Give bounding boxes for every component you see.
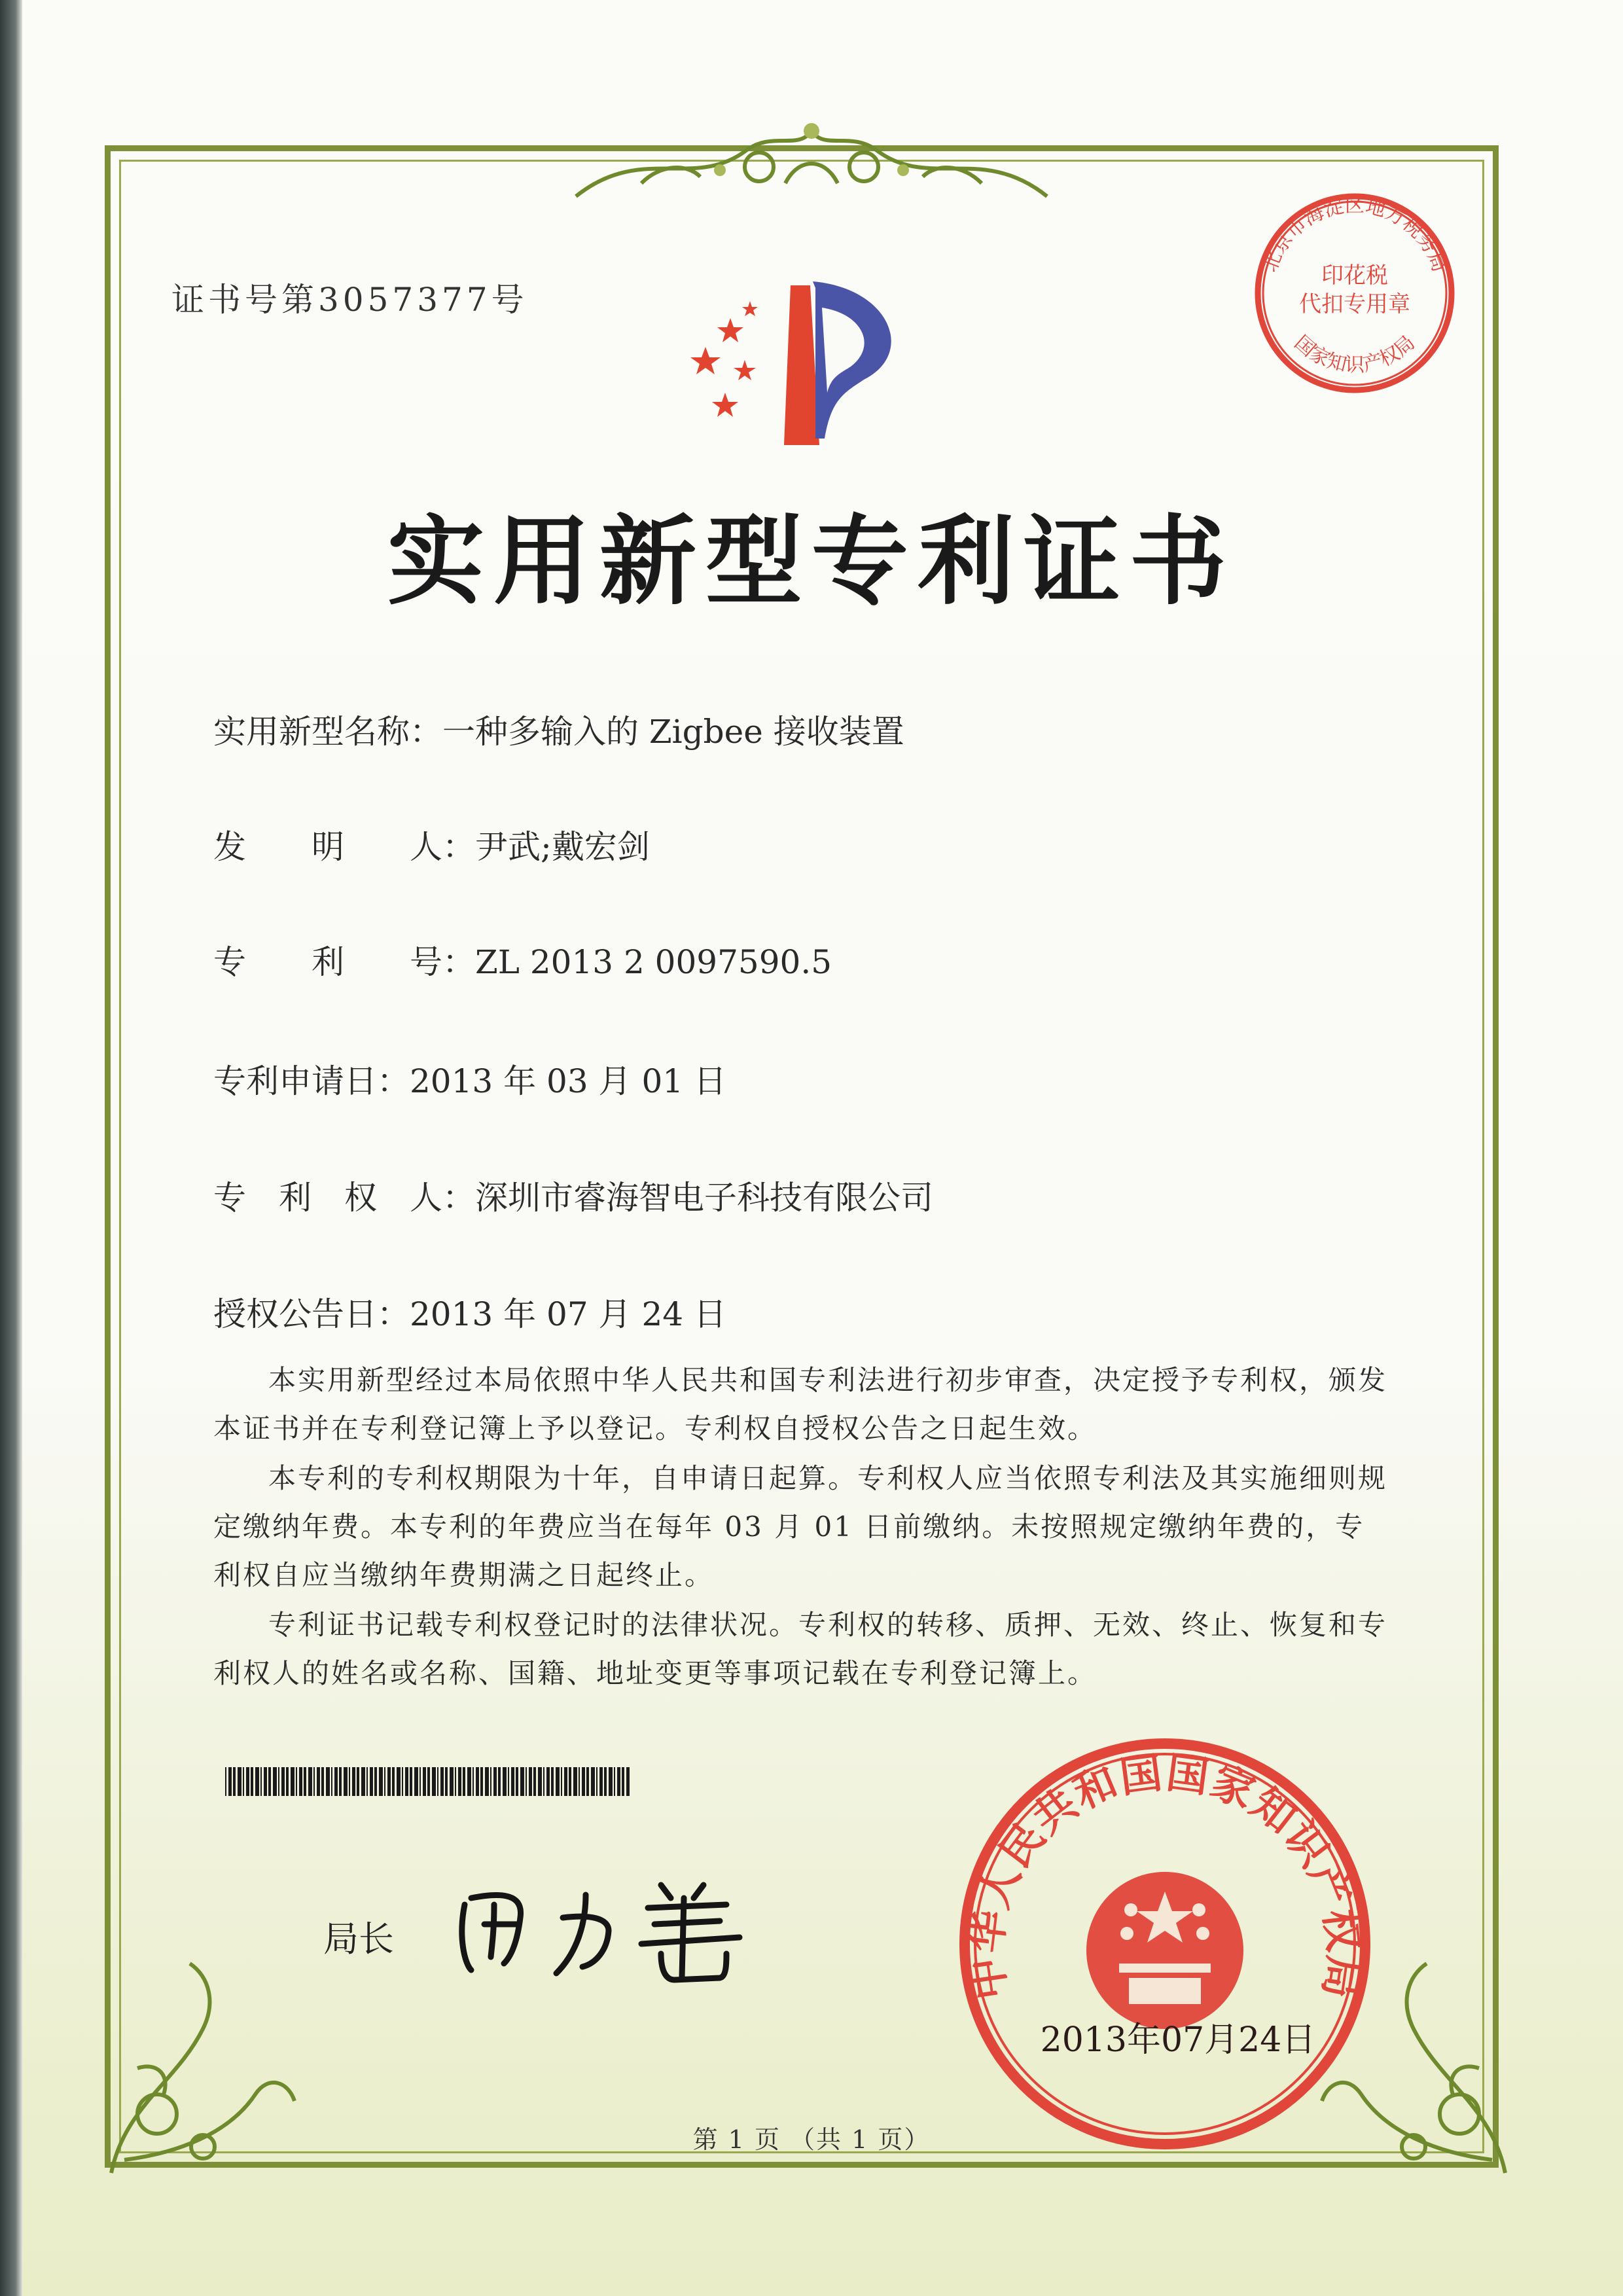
field-application-date <box>213 1055 726 1102</box>
barcode-bar <box>485 1767 489 1796</box>
field-label: 专利申请日： <box>213 1062 410 1100</box>
barcode-bar <box>582 1767 585 1796</box>
barcode-bar <box>503 1767 507 1796</box>
barcode-bar <box>626 1767 630 1796</box>
barcode-bar <box>278 1767 279 1796</box>
barcode-bar <box>410 1767 412 1796</box>
barcode-bar <box>366 1767 368 1796</box>
tax-stamp-seal <box>1251 190 1458 397</box>
barcode-bar <box>569 1767 571 1796</box>
barcode-bar <box>228 1767 232 1796</box>
barcode-bar <box>579 1767 580 1796</box>
field-label: 专 利 权 人： <box>213 1179 475 1217</box>
barcode-bar <box>238 1767 241 1796</box>
barcode-bar <box>334 1767 338 1796</box>
barcode-bar <box>387 1767 391 1796</box>
field-utility-model-name <box>213 706 904 753</box>
director-label: 局长 <box>323 1918 394 1960</box>
field-value: 一种多输入的 Zigbee 接收装置 <box>442 713 904 751</box>
barcode-bar <box>490 1767 491 1796</box>
barcode-bar <box>313 1767 315 1796</box>
barcode-bar <box>281 1767 285 1796</box>
barcode-bar <box>273 1767 277 1796</box>
barcode-bar <box>414 1767 418 1796</box>
barcode-bar <box>622 1767 624 1796</box>
barcode-bar <box>349 1767 350 1796</box>
body-paragraph: 本专利的专利权期限为十年，自申请日起算。专利权人应当依照专利法及其实施细则规定缴纳年费。本专利的年费应当在每年 03 月 01 日前缴纳。未按照规定缴纳年费的，专利权自应当缴纳年费期满之日起终止。 <box>213 1462 1388 1591</box>
svg-text:印花税: 印花税 <box>1321 262 1388 289</box>
barcode-bar <box>352 1767 355 1796</box>
field-value: 尹武;戴宏剑 <box>475 828 650 866</box>
barcode-bar <box>480 1767 483 1796</box>
barcode-bar <box>339 1767 342 1796</box>
barcode-bar <box>326 1767 330 1796</box>
barcode-bar <box>357 1767 359 1796</box>
barcode-bar <box>455 1767 456 1796</box>
barcode-bar <box>440 1767 444 1796</box>
barcode-bar <box>246 1767 249 1796</box>
field-value: 2013 年 03 月 01 日 <box>410 1062 726 1100</box>
barcode-bar <box>361 1767 365 1796</box>
certificate-number: 证书号第3057377号 <box>171 281 528 319</box>
field-grant-date <box>213 1288 726 1335</box>
barcode-bar <box>260 1767 262 1796</box>
barcode-bar <box>432 1767 436 1796</box>
director-signature <box>445 1859 785 1990</box>
field-label: 授权公告日： <box>213 1295 410 1333</box>
barcode-bar <box>291 1767 294 1796</box>
body-paragraph: 本实用新型经过本局依照中华人民共和国专利法进行初步审查，决定授予专利权，颁发本证书并在专利登记簿上予以登记。专利权自授权公告之日起生效。 <box>213 1364 1388 1444</box>
barcode-bar <box>546 1767 550 1796</box>
barcode-bar <box>423 1767 426 1796</box>
scan-edge <box>0 0 22 2296</box>
barcode-bar <box>374 1767 377 1796</box>
barcode-bar <box>419 1767 421 1796</box>
barcode-bar <box>556 1767 560 1796</box>
barcode-bar <box>467 1767 471 1796</box>
svg-text:国家知识产权局: 国家知识产权局 <box>1289 331 1420 377</box>
field-value: 深圳市睿海智电子科技有限公司 <box>475 1179 933 1217</box>
barcode-bar <box>614 1767 615 1796</box>
field-value: ZL 2013 2 0097590.5 <box>475 943 832 981</box>
barcode-bar <box>445 1767 448 1796</box>
barcode-bar <box>286 1767 289 1796</box>
barcode-bar <box>561 1767 562 1796</box>
barcode-bar <box>308 1767 312 1796</box>
page-number: 第 1 页 （共 1 页） <box>692 2125 931 2154</box>
barcode <box>225 1767 630 1796</box>
cnipa-emblem-logo <box>668 262 942 458</box>
barcode-bar <box>473 1767 474 1796</box>
barcode-bar <box>526 1767 527 1796</box>
field-patentee <box>213 1172 933 1219</box>
field-value: 2013 年 07 月 24 日 <box>410 1295 726 1333</box>
barcode-bar <box>427 1767 430 1796</box>
barcode-bar <box>617 1767 620 1796</box>
barcode-bar <box>609 1767 613 1796</box>
barcode-bar <box>599 1767 603 1796</box>
barcode-bar <box>392 1767 395 1796</box>
barcode-bar <box>538 1767 542 1796</box>
body-paragraph: 专利证书记载专利权登记时的法律状况。专利权的转移、质押、无效、终止、恢复和专利权人的姓名或名称、国籍、地址变更等事项记载在专利登记簿上。 <box>213 1609 1388 1689</box>
barcode-bar <box>370 1767 373 1796</box>
barcode-bar <box>251 1767 253 1796</box>
barcode-bar <box>586 1767 589 1796</box>
barcode-bar <box>299 1767 302 1796</box>
top-ornament <box>563 105 1060 203</box>
barcode-bar <box>317 1767 320 1796</box>
barcode-bar <box>397 1767 401 1796</box>
barcode-bar <box>493 1767 497 1796</box>
barcode-bar <box>591 1767 595 1796</box>
barcode-bar <box>458 1767 461 1796</box>
barcode-bar <box>564 1767 567 1796</box>
certificate-title: 实用新型专利证书 <box>387 505 1236 618</box>
barcode-bar <box>405 1767 408 1796</box>
barcode-bar <box>508 1767 509 1796</box>
barcode-bar <box>551 1767 554 1796</box>
field-label: 发 明 人： <box>213 828 475 866</box>
barcode-bar <box>463 1767 465 1796</box>
barcode-bar <box>344 1767 348 1796</box>
barcode-bar <box>225 1767 226 1796</box>
barcode-bar <box>243 1767 244 1796</box>
svg-text:中华人民共和国国家知识产权局: 中华人民共和国国家知识产权局 <box>962 1749 1368 2003</box>
barcode-bar <box>511 1767 514 1796</box>
barcode-bar <box>596 1767 597 1796</box>
barcode-bar <box>255 1767 259 1796</box>
barcode-bar <box>402 1767 403 1796</box>
barcode-bar <box>533 1767 536 1796</box>
barcode-bar <box>498 1767 501 1796</box>
barcode-bar <box>604 1767 607 1796</box>
barcode-bar <box>233 1767 236 1796</box>
field-patent-number <box>213 936 832 983</box>
barcode-bar <box>264 1767 267 1796</box>
barcode-bar <box>573 1767 577 1796</box>
barcode-bar <box>268 1767 271 1796</box>
barcode-bar <box>529 1767 532 1796</box>
seal-date: 2013年07月24日 <box>1040 2020 1316 2060</box>
barcode-bar <box>304 1767 306 1796</box>
barcode-bar <box>379 1767 383 1796</box>
svg-text:北京市海淀区地方税务局: 北京市海淀区地方税务局 <box>1258 194 1452 276</box>
barcode-bar <box>331 1767 332 1796</box>
barcode-bar <box>476 1767 479 1796</box>
barcode-bar <box>437 1767 438 1796</box>
barcode-bar <box>516 1767 518 1796</box>
barcode-bar <box>321 1767 324 1796</box>
barcode-bar <box>520 1767 524 1796</box>
svg-text:代扣专用章: 代扣专用章 <box>1299 291 1410 317</box>
barcode-bar <box>543 1767 544 1796</box>
barcode-bar <box>384 1767 385 1796</box>
barcode-bar <box>450 1767 454 1796</box>
field-label: 实用新型名称： <box>213 713 442 751</box>
barcode-bar <box>296 1767 297 1796</box>
field-inventor <box>213 821 650 868</box>
field-label: 专 利 号： <box>213 943 475 981</box>
